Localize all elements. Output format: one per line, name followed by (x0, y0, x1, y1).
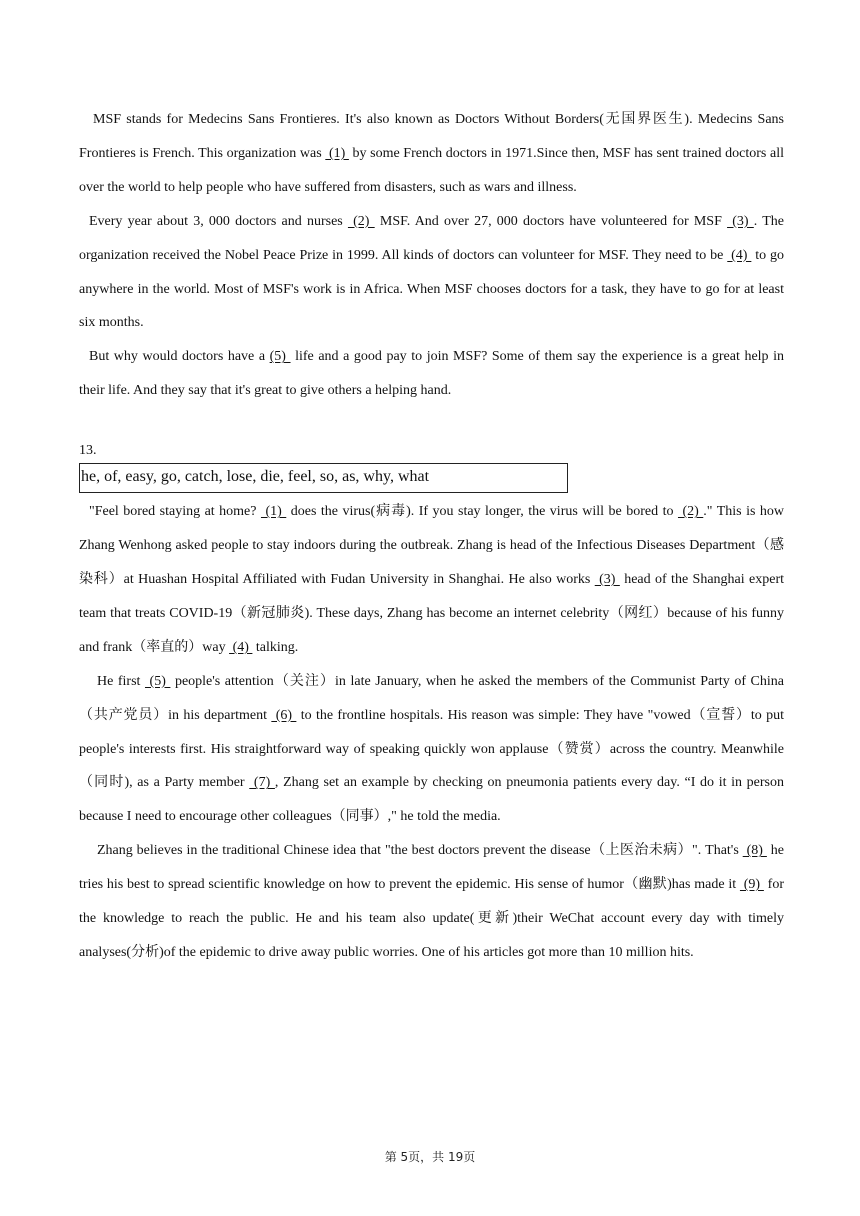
msf-paragraph-1 (79, 103, 784, 205)
zhang-paragraph-1 (79, 495, 784, 665)
text-run: But why would doctors have a (89, 349, 270, 365)
blank-6: (6) (271, 707, 297, 723)
blank-4: (4) (229, 639, 253, 655)
text-run: to go anywhere in the world. Most of MSF's work is in Africa. When MSF chooses doctors for a task, they have to go for at least six months. (79, 247, 785, 331)
blank-7: (7) (249, 775, 275, 791)
text-run: by some French doctors in 1971.Since then, MSF has sent trained doctors all over the world to help people who have suffered from disasters, such as wars and illness. (79, 145, 784, 195)
blank-9: (9) (739, 877, 764, 893)
text-run: does the virus(病毒). If you stay longer, the virus will be bored to (286, 504, 678, 520)
msf-paragraph-2 (79, 205, 784, 341)
text-run: "Feel bored staying at home? (89, 504, 261, 520)
text-run: for the knowledge to reach the public. He and his team also update(更新)their WeChat account every day with timely analyses(分析)of the epidemic to drive away public worries. One of his articles got more than 10 million hits. (79, 877, 785, 960)
text-run: . The organization received the Nobel Peace Prize in 1999. All kinds of doctors can volunteer for MSF. They need to be (79, 213, 785, 263)
text-run: MSF. And over 27, 000 doctors have volunteered for MSF (374, 213, 728, 229)
text-run: people's attention（关注）in late January, when he asked the members of the Communist Party of China（共产党员）in his department (79, 673, 784, 723)
text-run: head of the Shanghai expert team that treats COVID-19（新冠肺炎). These days, Zhang has become an internet celebrity（网红）because of his funny and frank（率直的）way (79, 571, 785, 655)
blank-3: (3) (594, 571, 620, 587)
page-footer: 第 5页，共 19页 (384, 1150, 476, 1164)
blank-1: (1) (260, 504, 287, 520)
blank-5: (5) (269, 349, 291, 365)
word-bank-box: he, of, easy, go, catch, lose, die, feel, so, as, why, what (79, 463, 568, 493)
blank-2: (2) (677, 504, 704, 520)
text-run: Every year about 3, 000 doctors and nurses (89, 213, 348, 229)
blank-1: (1) (325, 145, 349, 161)
text-run: He first (97, 673, 145, 689)
text-run: talking. (252, 639, 299, 655)
text-run: Zhang believes in the traditional Chinese idea that "the best doctors prevent the disease（上医治未病）". That's (97, 843, 743, 859)
text-run: life and a good pay to join MSF? Some of them say the experience is a great help in their life. And they say that it's great to give others a helping hand. (79, 349, 785, 399)
page-content (79, 103, 784, 970)
blank-8: (8) (742, 843, 767, 859)
text-run: ." This is how Zhang Wenhong asked people to stay indoors during the outbreak. Zhang is head of the Infectious Diseases Department（感染科）at Huashan Hospital Affiliated with Fudan University in Shanghai. He also works (79, 504, 785, 587)
blank-2: (2) (347, 213, 375, 229)
msf-paragraph-3 (79, 340, 784, 408)
blank-5: (5) (144, 673, 171, 689)
zhang-paragraph-3 (79, 834, 784, 970)
question-number: 13. (79, 443, 97, 459)
text-run: MSF stands for Medecins Sans Frontieres. It's also known as Doctors Without Borders(无国界医生). Medecins Sans Frontieres is French. This organization was (79, 112, 784, 161)
text-run: , Zhang set an example by checking on pneumonia patients every day. “I do it in person because I need to encourage other colleagues（同事）," he told the media. (79, 775, 785, 825)
question-13-passage (79, 495, 784, 970)
text-run: to the frontline hospitals. His reason was simple: They have "vowed（宣誓）to put people's interests first. His straightforward way of speaking quickly won applause（赞赏）across the country. Meanwhile（同时), as a Party member (79, 707, 785, 791)
blank-3: (3) (727, 213, 754, 229)
blank-4: (4) (727, 247, 752, 263)
text-run: he tries his best to spread scientific knowledge on how to prevent the epidemic. His sense of humor（幽默)has made it (79, 843, 785, 893)
zhang-paragraph-2 (79, 665, 784, 835)
